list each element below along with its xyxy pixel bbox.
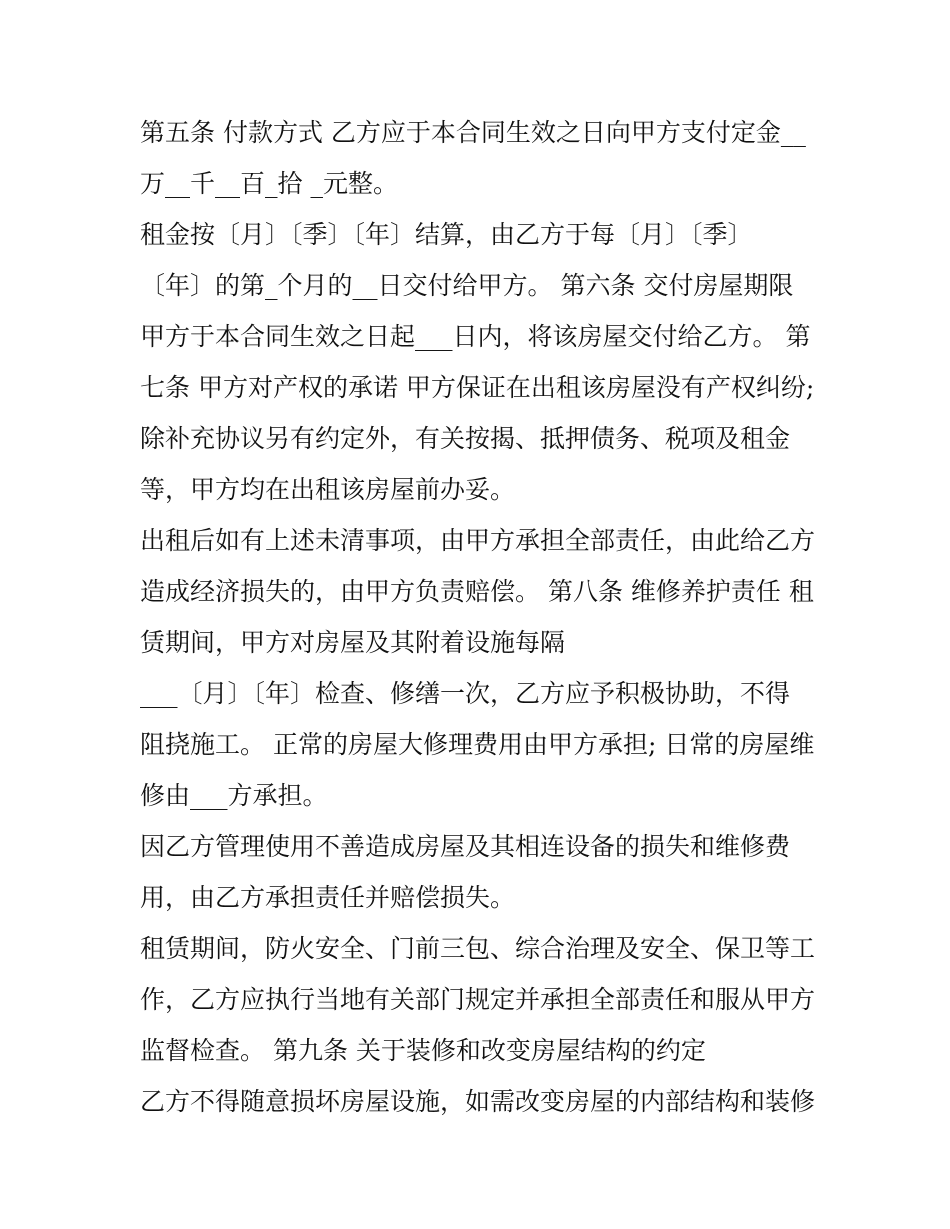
text-line: 赁期间，甲方对房屋及其附着设施每隔 [140, 628, 566, 657]
text-line: 因乙方管理使用不善造成房屋及其相连设备的损失和维修费 [140, 832, 791, 861]
text-line: 七条 甲方对产权的承诺 甲方保证在出租该房屋没有产权纠纷; [140, 373, 815, 402]
text-line: 除补充协议另有约定外，有关按揭、抵押债务、税项及租金 [140, 424, 791, 453]
text-line: ___〔月〕〔年〕检查、修缮一次，乙方应予积极协助，不得 [140, 679, 791, 708]
text-line: 作，乙方应执行当地有关部门规定并承担全部责任和服从甲方 [140, 985, 816, 1014]
text-line: 乙方不得随意损坏房屋设施，如需改变房屋的内部结构和装修 [140, 1087, 816, 1116]
text-line: 第五条 付款方式 乙方应于本合同生效之日向甲方支付定金__ [140, 118, 806, 147]
text-line: 修由___方承担。 [140, 781, 328, 810]
text-line: 租赁期间，防火安全、门前三包、综合治理及安全、保卫等工 [140, 934, 816, 963]
text-line: 租金按〔月〕〔季〕〔年〕结算，由乙方于每〔月〕〔季〕 [140, 220, 753, 249]
text-line: 甲方于本合同生效之日起___日内，将该房屋交付给乙方。 第 [140, 322, 811, 351]
text-line: 〔年〕的第_个月的__日交付给甲方。 第六条 交付房屋期限 [140, 271, 794, 300]
text-line: 出租后如有上述未清事项，由甲方承担全部责任，由此给乙方 [140, 526, 816, 555]
contract-text [140, 107, 820, 1127]
text-line: 阻挠施工。 正常的房屋大修理费用由甲方承担; 日常的房屋维 [140, 730, 815, 759]
text-line: 用，由乙方承担责任并赔偿损失。 [140, 883, 516, 912]
text-line: 等，甲方均在出租该房屋前办妥。 [140, 475, 516, 504]
text-line: 万__千__百_拾 _元整。 [140, 169, 398, 198]
text-line: 监督检查。 第九条 关于装修和改变房屋结构的约定 [140, 1036, 706, 1065]
text-line: 造成经济损失的，由甲方负责赔偿。 第八条 维修养护责任 租 [140, 577, 814, 606]
